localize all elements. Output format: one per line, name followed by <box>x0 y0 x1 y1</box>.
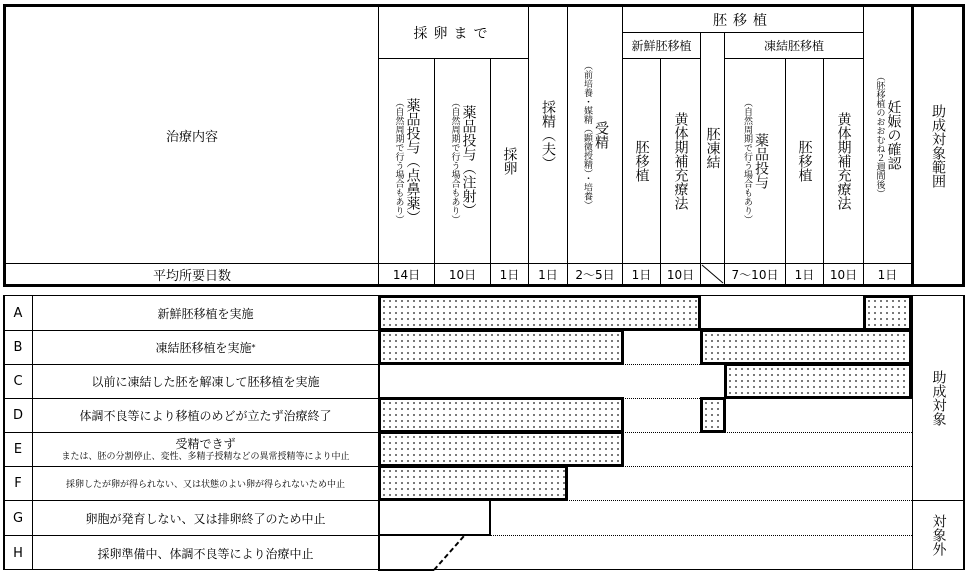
row-letter: F <box>14 476 22 491</box>
bar-row-d-freezing <box>700 397 726 433</box>
row-label-text: 凍結胚移植を実施 <box>155 341 252 355</box>
column-subsidy-scope <box>914 7 962 284</box>
days-embryo-freezing-na <box>701 264 724 284</box>
days-fresh-luteal: 10日 <box>666 267 695 282</box>
days-frozen-luteal: 10日 <box>829 267 858 282</box>
column-sperm-collection <box>529 7 567 263</box>
bar-row-e <box>378 431 624 467</box>
average-days-heading: 平均所要日数 <box>152 268 231 284</box>
days-fresh-transfer: 1日 <box>631 267 652 282</box>
diagonal-slash-icon <box>701 264 724 284</box>
guide-line <box>567 500 912 501</box>
column-sub-label: （胚移植のおおむね２週間後） <box>874 72 885 198</box>
row-label: 体調不良等により移植のめどが立たず治療終了 <box>79 409 332 423</box>
column-main-label: 採精（夫） <box>540 100 556 170</box>
column-sub-label: （自然周期で行う場合もあり） <box>393 98 404 224</box>
column-main-label: 胚移植 <box>633 140 650 182</box>
days-drug-nasal: 14日 <box>392 267 421 282</box>
row-letter: B <box>13 340 23 355</box>
row-label <box>33 331 378 364</box>
column-main-label: 胚移植 <box>796 140 813 182</box>
column-main-label: 黄体期補充療法 <box>835 112 852 210</box>
bar-row-a-main <box>378 295 701 331</box>
row-label: 卵胞が発育しない、又は排卵終了のため中止 <box>85 511 326 526</box>
row-label: 以前に凍結した胚を解凍して胚移植を実施 <box>91 375 320 389</box>
column-main-label: 薬品投与（点鼻薬） <box>404 98 421 224</box>
column-main-label: 胚凍結 <box>704 127 721 169</box>
column-drug-nasal <box>379 59 434 263</box>
column-drug-injection <box>435 59 490 263</box>
bar-row-d-pre <box>378 397 624 433</box>
guide-line <box>622 466 912 467</box>
bar-row-f <box>378 465 568 501</box>
guide-line <box>622 432 912 433</box>
group-embryo-transfer: 胚移植 <box>713 12 773 29</box>
column-main-label: 受精 <box>593 121 609 149</box>
group-until-egg-retrieval: 採卵まで <box>413 25 494 42</box>
row-sub-label: または、胚の分割停止、変性、多精子授精などの異常授精等により中止 <box>61 451 350 462</box>
guide-line <box>490 535 912 536</box>
column-egg-retrieval <box>491 59 528 263</box>
bar-row-b-frozen <box>700 329 912 365</box>
subgroup-fresh-transfer: 新鮮胚移植 <box>631 39 692 53</box>
treatment-content-heading: 治療内容 <box>165 129 218 145</box>
days-drug-injection: 10日 <box>448 267 477 282</box>
bar-row-a-pregnancy <box>863 295 912 331</box>
days-sperm-collection: 1日 <box>538 267 558 282</box>
row-letter: A <box>13 305 23 321</box>
scope-not-covered-label: 対象外 <box>930 514 947 556</box>
column-main-label: 妊娠の確認 <box>885 100 902 170</box>
bar-row-a-gap <box>698 295 866 331</box>
days-frozen-transfer: 1日 <box>794 267 815 282</box>
row-letter: H <box>13 545 23 561</box>
column-sub-label: （自然周期で行う場合もあり） <box>449 98 460 224</box>
column-fertilization <box>568 7 622 263</box>
scope-not-covered <box>913 501 964 569</box>
days-egg-retrieval: 1日 <box>499 267 520 282</box>
column-sub-label: （自然周期で行う場合もあり） <box>742 98 752 224</box>
column-fresh-transfer <box>623 59 660 263</box>
row-label <box>33 433 378 466</box>
row-letter: G <box>12 510 24 526</box>
column-embryo-freezing <box>701 33 724 263</box>
row-letter: D <box>12 408 23 423</box>
row-letter: E <box>13 442 23 457</box>
column-pregnancy-check <box>864 7 911 263</box>
column-main-label: 薬品投与（注射） <box>460 105 477 217</box>
bar-row-b-pre <box>378 329 624 365</box>
row-letter: C <box>13 374 23 389</box>
days-fertilization: 2〜5日 <box>575 267 615 282</box>
column-main-label: 黄体期補充療法 <box>672 112 689 210</box>
column-frozen-transfer <box>786 59 823 263</box>
column-fresh-luteal <box>661 59 700 263</box>
column-main-label: 採卵 <box>501 147 518 175</box>
bar-row-c-frozen <box>724 363 912 399</box>
scope-covered-label: 助成対象 <box>930 370 947 426</box>
column-sub-label: （前培養・媒精（顕微授精）・培養） <box>582 60 592 210</box>
footnote-mark: * <box>251 343 256 352</box>
scope-covered <box>913 296 964 500</box>
row-label-text: 受精できず <box>175 436 236 451</box>
days-pregnancy-check: 1日 <box>877 267 898 282</box>
row-label: 採卵準備中、体調不良等により治療中止 <box>97 546 314 561</box>
column-frozen-luteal <box>824 59 863 263</box>
bar-row-g <box>378 499 491 536</box>
column-frozen-drug <box>725 59 785 263</box>
row-label: 採卵したが卵が得られない、又は状態のよい卵が得られないため中止 <box>65 480 345 490</box>
bar-row-h <box>378 535 468 571</box>
dashed-end-icon <box>378 535 468 571</box>
subgroup-frozen-transfer: 凍結胚移植 <box>763 39 824 53</box>
column-main-label: 薬品投与 <box>753 133 769 189</box>
row-label: 新鮮胚移植を実施 <box>157 306 254 321</box>
subsidy-scope-heading: 助成対象範囲 <box>930 103 946 188</box>
days-frozen-drug: 7〜10日 <box>731 267 779 282</box>
